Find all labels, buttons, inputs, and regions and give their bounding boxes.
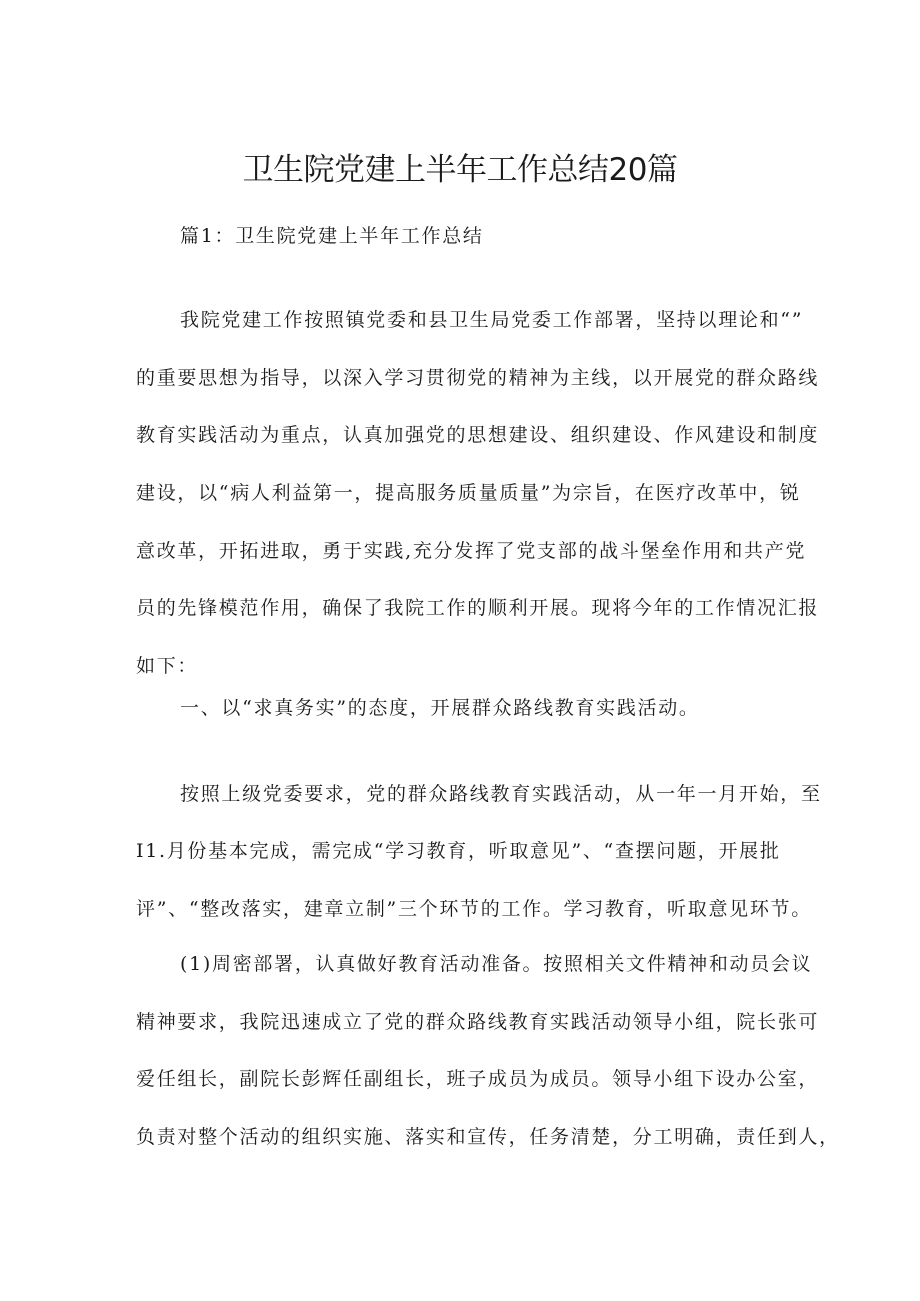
intro-paragraph bbox=[136, 292, 820, 696]
body-paragraph bbox=[136, 936, 840, 1166]
paragraph-line: 评”、“整改落实，建章立制”三个环节的工作。学习教育，听取意见环节。 bbox=[136, 897, 812, 920]
intro-line: 员的先锋模范作用，确保了我院工作的顺利开展。现将今年的工作情况汇报 bbox=[136, 597, 820, 620]
section-heading bbox=[136, 693, 796, 724]
intro-line: 我院党建工作按照镇党委和县卫生局党委工作部署，坚持以理论和“” bbox=[180, 309, 804, 331]
intro-line: 教育实践活动为重点，认真加强党的思想建设、组织建设、作风建设和制度 bbox=[136, 424, 820, 447]
intro-line: 的重要思想为指导，以深入学习贯彻党的精神为主线，以开展党的群众路线 bbox=[136, 366, 820, 389]
paragraph-line: 负责对整个活动的组织实施、落实和宣传，任务清楚，分工明确，责任到人， bbox=[136, 1125, 840, 1148]
intro-line: 建设，以“病人利益第一，提高服务质量质量”为宗旨，在医疗改革中，锐 bbox=[136, 482, 801, 505]
paragraph-line: (1)周密部署，认真做好教育活动准备。按照相关文件精神和动员会议 bbox=[180, 953, 813, 975]
paragraph-line: 按照上级党委要求，党的群众路线教育实践活动，从一年一月开始，至 bbox=[180, 783, 822, 805]
subtitle-text: 篇1：卫生院党建上半年工作总结 bbox=[180, 225, 484, 247]
paragraph-line: 精神要求，我院迅速成立了党的群众路线教育实践活动领导小组，院长张可 bbox=[136, 1010, 820, 1033]
paragraph-line: I1.月份基本完成，需完成“学习教育，听取意见”、“查摆问题，开展批 bbox=[136, 840, 781, 863]
intro-line: 如下： bbox=[136, 655, 199, 678]
paragraph-line: 爱任组长，副院长彭辉任副组长，班子成员为成员。领导小组下设办公室， bbox=[136, 1068, 820, 1090]
section-heading-text: 一、以“求真务实”的态度，开展群众路线教育实践活动。 bbox=[180, 697, 700, 719]
body-paragraph bbox=[136, 766, 822, 938]
intro-line: 意改革，开拓进取，勇于实践,充分发挥了党支部的战斗堡垒作用和共产党 bbox=[136, 539, 807, 562]
document-title: 卫生院党建上半年工作总结20篇 bbox=[242, 152, 678, 188]
section-subtitle bbox=[136, 221, 796, 252]
